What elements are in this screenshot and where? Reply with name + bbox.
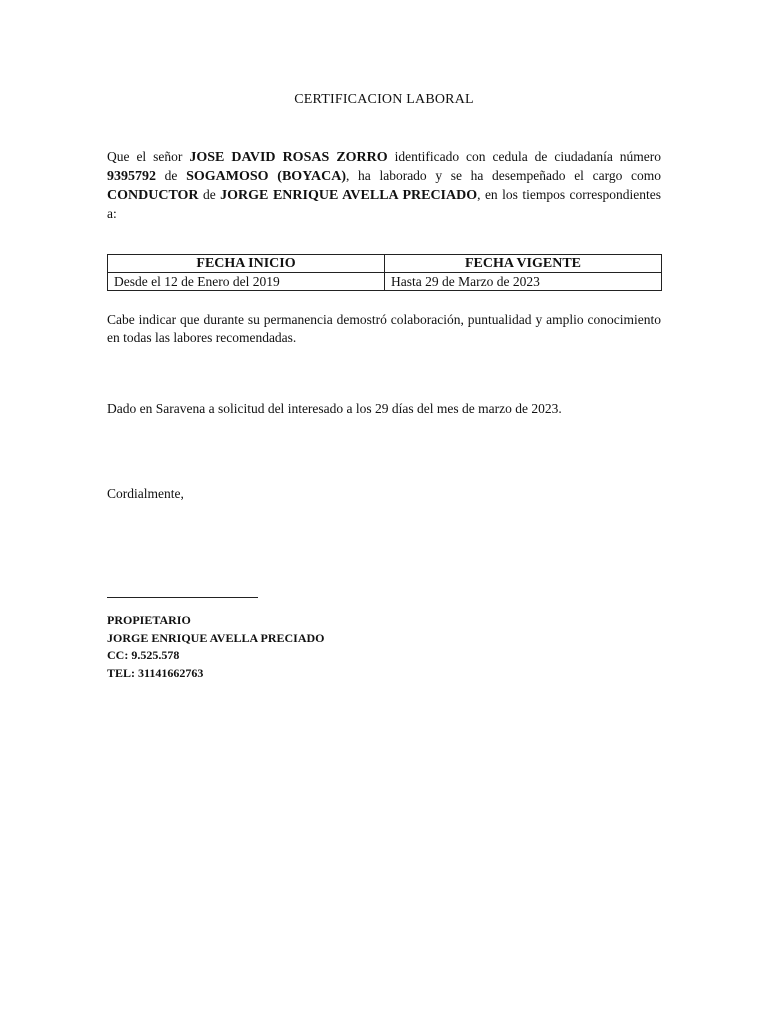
intro-text-1: Que el señor [107,149,190,164]
closing-text: Cordialmente, [107,486,184,501]
issued-paragraph: Dado en Saravena a solicitud del interesado a los 29 días del mes de marzo de 2023. [107,401,562,416]
intro-text-4: , ha laborado y se ha desempeñado el cargo como [346,168,661,183]
signer-name: JORGE ENRIQUE AVELLA PRECIADO [107,630,325,645]
job-position: CONDUCTOR [107,188,199,203]
employee-name: JOSE DAVID ROSAS ZORRO [189,150,388,165]
cell-current-date: Hasta 29 de Marzo de 2023 [385,273,662,291]
signer-cc: CC: 9.525.578 [107,648,180,662]
signature-line [107,597,258,598]
signature-block [107,612,325,682]
table-header-row [108,255,662,273]
id-number: 9395792 [107,169,156,184]
intro-text-2: identificado con cedula de ciudadanía número [387,149,661,164]
performance-paragraph: Cabe indicar que durante su permanencia demostró colaboración, puntualidad y amplio conocimiento en todas las labores recomendadas. [107,312,661,345]
header-fecha-vigente: FECHA VIGENTE [385,255,662,273]
intro-text-3: de [156,168,187,183]
header-fecha-inicio: FECHA INICIO [108,255,385,273]
cell-start-date: Desde el 12 de Enero del 2019 [108,273,385,291]
origin-city: SOGAMOSO (BOYACA) [186,169,347,184]
intro-paragraph [107,148,661,223]
signer-tel: TEL: 31141662763 [107,665,204,680]
document-title: CERTIFICACION LABORAL [294,92,474,107]
table-row [108,273,662,291]
intro-text-5: de [198,187,221,202]
dates-table [107,254,662,291]
employer-name: JORGE ENRIQUE AVELLA PRECIADO [220,188,478,203]
signer-role: PROPIETARIO [107,613,191,627]
intro-text-6: , en los tiempos correspondientes a: [107,187,661,221]
